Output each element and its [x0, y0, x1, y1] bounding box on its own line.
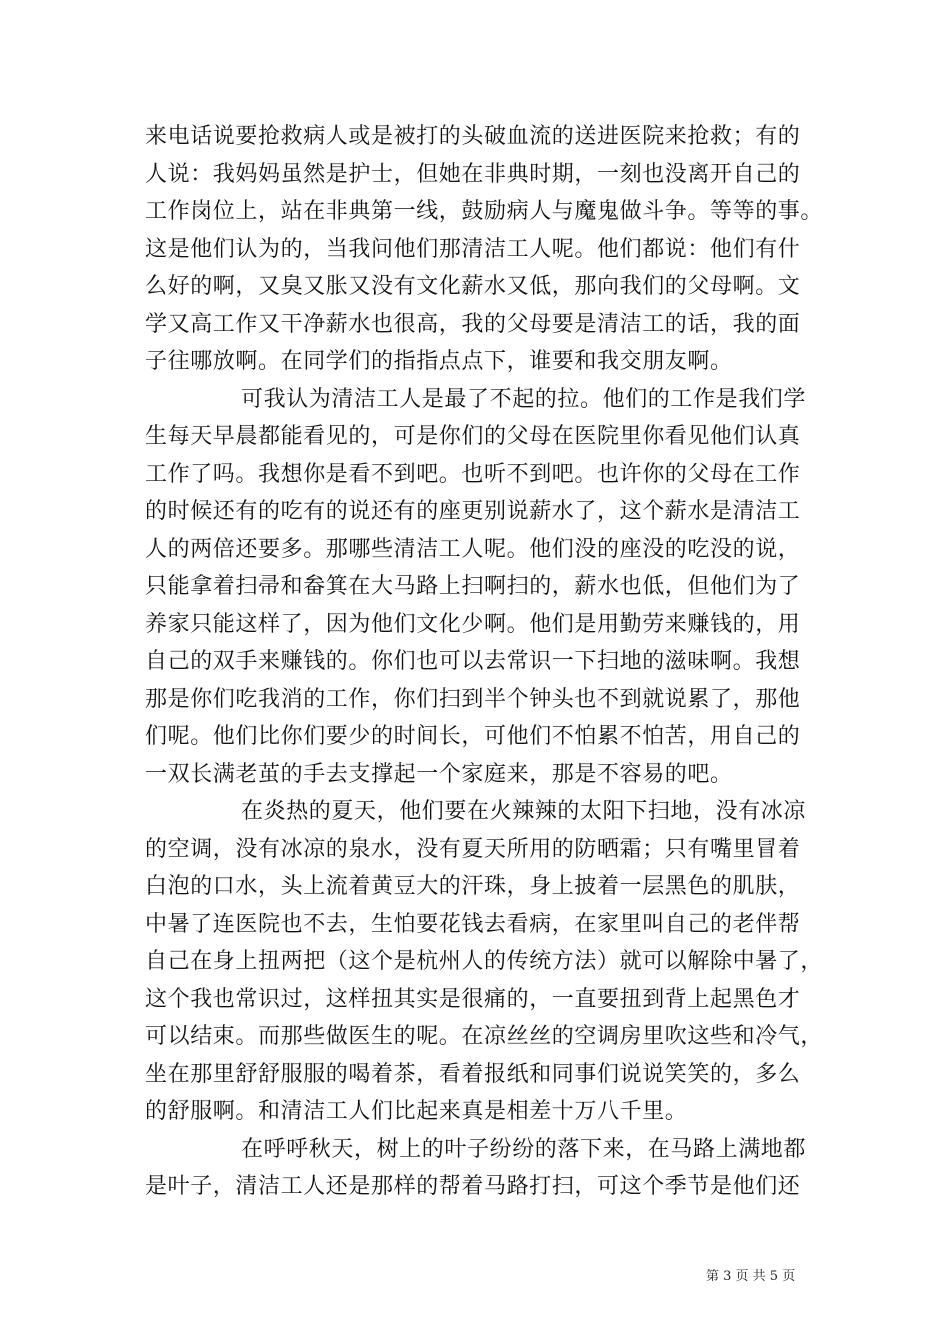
text-line: 自己的双手来赚钱的。你们也可以去常识一下扫地的滋味啊。我想	[145, 649, 801, 674]
text-line: 学又高工作又干净薪水也很高，我的父母要是清洁工的话，我的面	[145, 311, 801, 337]
text-line: 中暑了连医院也不去，生怕要花钱去看病，在家里叫自己的老伴帮	[145, 911, 801, 937]
text-line: 这是他们认为的，当我问他们那清洁工人呢。他们都说：他们有什	[145, 236, 801, 262]
text-line: 是叶子，清洁工人还是那样的帮着马路打扫，可这个季节是他们还	[145, 1174, 801, 1199]
text-line: 白泡的口水，头上流着黄豆大的汗珠，身上披着一层黑色的肌肤，	[145, 874, 801, 899]
text-line: 养家只能这样了，因为他们文化少啊。他们是用勤劳来赚钱的，用	[145, 611, 801, 637]
text-line: 这个我也常识过，这样扭其实是很痛的，一直要扭到背上起黑色才	[145, 986, 801, 1012]
text-line: 们呢。他们比你们要少的时间长，可他们不怕累不怕苦，用自己的	[145, 724, 801, 749]
text-line: 那是你们吃我消的工作，你们扫到半个钟头也不到就说累了，那他	[145, 686, 801, 712]
text-line: 子往哪放啊。在同学们的指指点点下，谁要和我交朋友啊。	[145, 349, 733, 374]
text-line: 的时候还有的吃有的说还有的座更别说薪水了，这个薪水是清洁工	[145, 499, 801, 524]
text-line: 生每天早晨都能看见的，可是你们的父母在医院里你看见他们认真	[145, 424, 801, 449]
text-line: 工作岗位上，站在非典第一线，鼓励病人与魔鬼做斗争。等等的事。	[145, 199, 824, 224]
text-line: 人说：我妈妈虽然是护士，但她在非典时期，一刻也没离开自己的	[145, 161, 801, 187]
paragraph-first-line: 可我认为清洁工人是最了不起的拉。他们的工作是我们学	[241, 386, 807, 412]
text-line: 工作了吗。我想你是看不到吧。也听不到吧。也许你的父母在工作	[145, 461, 801, 487]
paragraph-first-line: 在炎热的夏天，他们要在火辣辣的太阳下扫地，没有冰凉	[241, 799, 807, 824]
text-line: 可以结束。而那些做医生的呢。在凉丝丝的空调房里吹这些和冷气，	[145, 1024, 824, 1049]
paragraph-first-line: 在呼呼秋天，树上的叶子纷纷的落下来，在马路上满地都	[241, 1136, 807, 1162]
text-line: 的空调，没有冰凉的泉水，没有夏天所用的防晒霜；只有嘴里冒着	[145, 836, 801, 862]
body-text	[145, 118, 825, 1206]
text-line: 自己在身上扭两把（这个是杭州人的传统方法）就可以解除中暑了，	[145, 949, 824, 974]
text-line: 人的两倍还要多。那哪些清洁工人呢。他们没的座没的吃没的说，	[145, 536, 801, 562]
text-line: 么好的啊，又臭又胀又没有文化薪水又低，那向我们的父母啊。文	[145, 274, 801, 299]
text-line: 的舒服啊。和清洁工人们比起来真是相差十万八千里。	[145, 1099, 688, 1124]
page-number: 第 3 页 共 5 页	[706, 1269, 796, 1284]
text-line: 只能拿着扫帚和畚箕在大马路上扫啊扫的，薪水也低，但他们为了	[145, 574, 801, 599]
text-line: 一双长满老茧的手去支撑起一个家庭来，那是不容易的吧。	[145, 761, 733, 787]
text-line: 坐在那里舒舒服服的喝着茶，看着报纸和同事们说说笑笑的，多么	[145, 1061, 801, 1087]
text-line: 来电话说要抢救病人或是被打的头破血流的送进医院来抢救；有的	[145, 124, 801, 149]
